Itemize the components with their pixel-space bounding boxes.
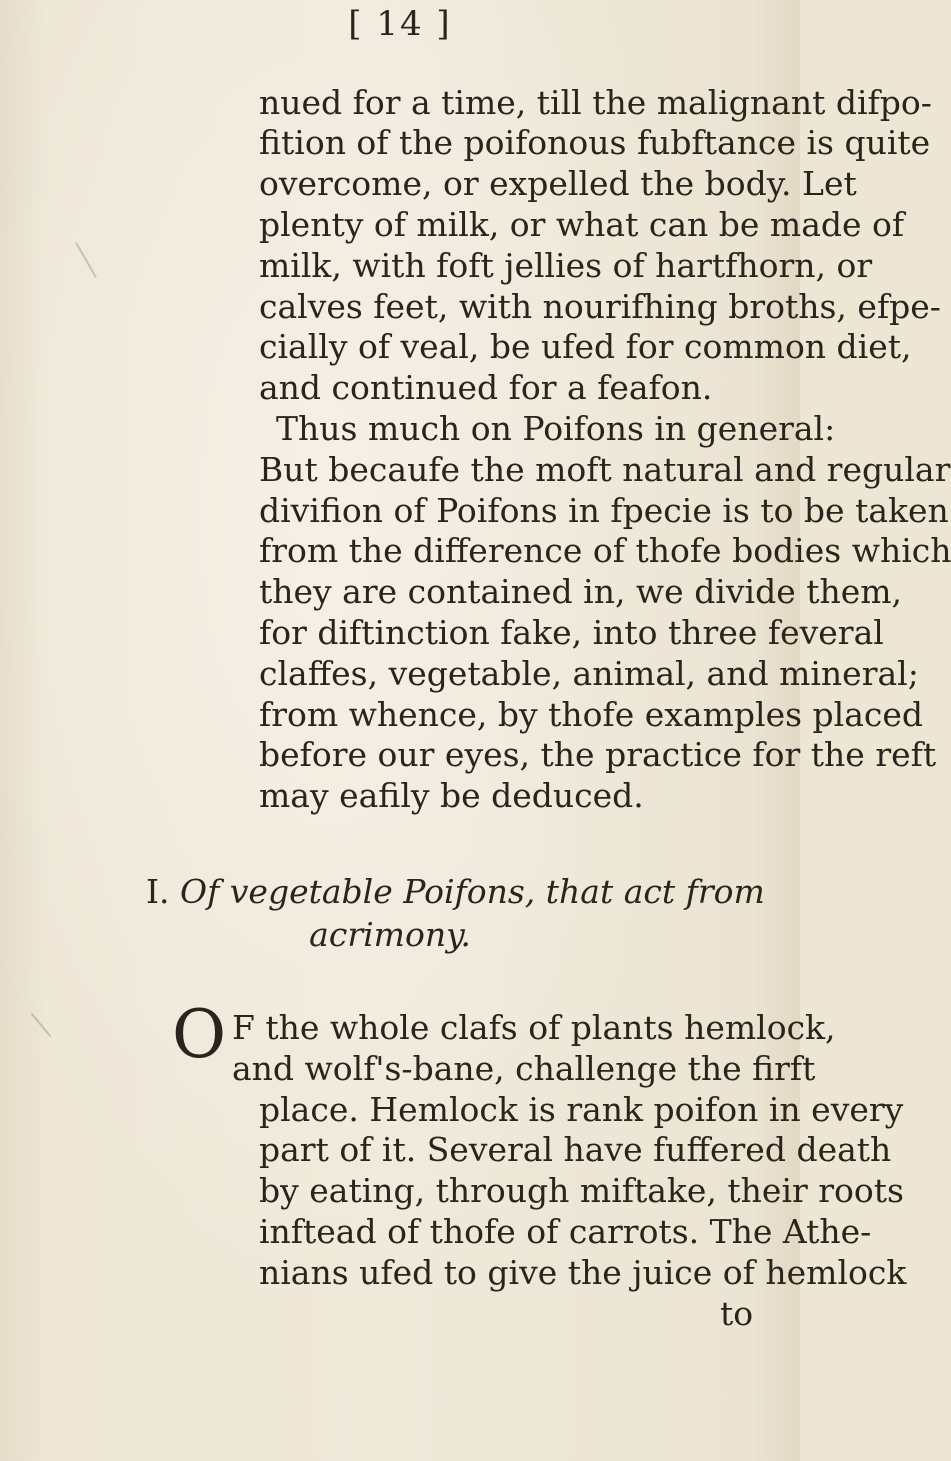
section-heading-continued: acrimony. [309, 915, 471, 954]
text-line: nued for a time, till the malignant difpo- [259, 83, 932, 122]
text-line: calves feet, with nourifhing broths, efpe- [259, 287, 941, 326]
paper-blemish [31, 1013, 52, 1037]
section-numeral: I. [146, 872, 170, 911]
text-line: part of it. Several have fuffered death [259, 1130, 892, 1169]
catchword: to [720, 1294, 754, 1333]
text-line: overcome, or expelled the body. Let [259, 164, 857, 203]
text-line: milk, with foft jellies of hartfhorn, or [259, 246, 873, 285]
text-line: inftead of thofe of carrots. The Athe- [259, 1212, 872, 1251]
text-line: cially of veal, be ufed for common diet, [259, 327, 912, 366]
page-number: [ 14 ] [348, 4, 452, 44]
drop-cap: O [172, 996, 227, 1073]
text-line: by eating, through miftake, their roots [259, 1171, 904, 1210]
paper-blemish [75, 242, 97, 278]
text-line: But becaufe the moft natural and regular [259, 450, 951, 489]
text-line-indent: Thus much on Poifons in general: [276, 409, 836, 448]
text-line: plenty of milk, or what can be made of [259, 205, 905, 244]
text-line-last: may eafily be deduced. [259, 776, 644, 815]
text-line: from whence, by thofe examples placed [259, 695, 924, 734]
text-line: divifion of Poifons in fpecie is to be taken [259, 491, 949, 530]
text-line: place. Hemlock is rank poifon in every [259, 1090, 904, 1129]
text-line: before our eyes, the practice for the reft [259, 735, 937, 774]
text-line: F the whole clafs of plants hemlock, [232, 1008, 836, 1047]
text-line: nians ufed to give the juice of hemlock [259, 1253, 907, 1292]
text-line: for diftinction fake, into three feveral [259, 613, 884, 652]
text-line: and wolf's-bane, challenge the firft [232, 1049, 816, 1088]
section-heading-text: Of vegetable Poifons, that act from [180, 872, 765, 911]
text-line: fition of the poifonous fubftance is quite [259, 123, 931, 162]
text-line: they are contained in, we divide them, [259, 572, 903, 611]
text-line: from the difference of thofe bodies which [259, 531, 951, 570]
text-line: claffes, vegetable, animal, and mineral; [259, 654, 919, 693]
section-heading [146, 872, 786, 912]
text-line-last: and continued for a feafon. [259, 368, 713, 407]
